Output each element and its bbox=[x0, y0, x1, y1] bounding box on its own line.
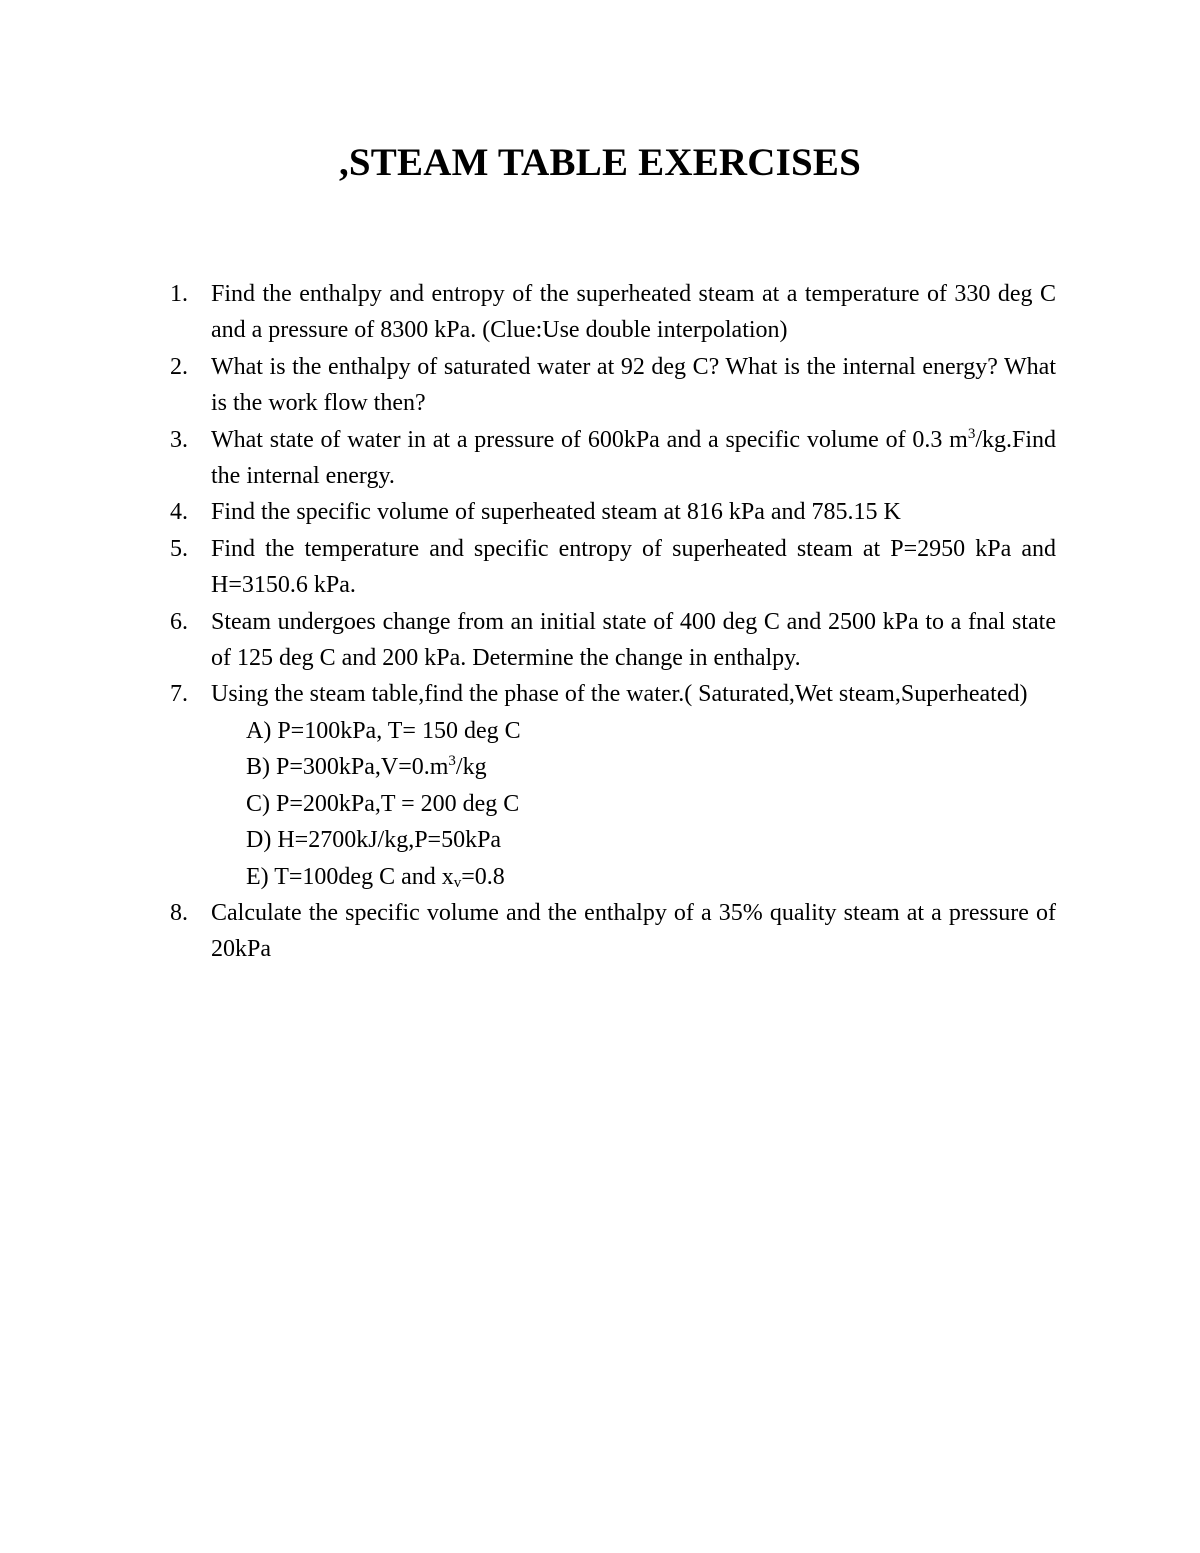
exercise-list bbox=[170, 276, 1056, 968]
subitem-c: C) P=200kPa,T = 200 deg C bbox=[246, 790, 520, 817]
exercise-text: What is the enthalpy of saturated water at 92 deg C? What is the internal energy? What is the work flow then? bbox=[211, 353, 1056, 417]
exercise-number: 7. bbox=[170, 681, 188, 708]
exercise-item-2 bbox=[170, 349, 1056, 422]
superscript: 3 bbox=[448, 753, 456, 770]
exercise-item-5 bbox=[170, 531, 1056, 604]
exercise-item-8 bbox=[170, 895, 1056, 968]
exercise-text: Steam undergoes change from an initial state of 400 deg C and 2500 kPa to a fnal state of 125 deg C and 200 kPa. Determine the change in enthalpy. bbox=[211, 608, 1056, 672]
exercise-text: Calculate the specific volume and the enthalpy of a 35% quality steam at a pressure of 20kPa bbox=[211, 899, 1056, 963]
exercise-text: Using the steam table,find the phase of the water.( Saturated,Wet steam,Superheated) bbox=[211, 681, 1028, 708]
page-title: ,STEAM TABLE EXERCISES bbox=[338, 141, 862, 184]
exercise-number: 6. bbox=[170, 608, 188, 635]
exercise-number: 4. bbox=[170, 499, 188, 526]
subitem-e bbox=[170, 859, 1056, 895]
exercise-text: Find the specific volume of superheated steam at 816 kPa and 785.15 K bbox=[211, 499, 901, 526]
subitem-d: D) H=2700kJ/kg,P=50kPa bbox=[246, 827, 502, 854]
subitem-a: A) P=100kPa, T= 150 deg C bbox=[246, 717, 521, 744]
subitem-b bbox=[170, 749, 1056, 785]
exercise-number: 2. bbox=[170, 353, 188, 380]
exercise-text: Find the temperature and specific entropy of superheated steam at P=2950 kPa and H=3150.6 kPa. bbox=[211, 535, 1056, 599]
exercise-item-3 bbox=[170, 422, 1056, 495]
subscript: v bbox=[453, 874, 462, 891]
exercise-number: 1. bbox=[170, 281, 188, 307]
subitem-text-part: /kg bbox=[455, 754, 487, 781]
exercise-text-part: /kg.Find the internal energy. bbox=[211, 426, 1056, 490]
exercise-item-1 bbox=[170, 276, 1056, 349]
exercise-item-6 bbox=[170, 604, 1056, 677]
exercise-item-4 bbox=[170, 494, 1056, 530]
exercise-text bbox=[211, 427, 1056, 489]
exercise-text-part: What state of water in at a pressure of 600kPa and a specific volume of 0.3 m bbox=[211, 426, 968, 453]
subitem-text-part: =0.8 bbox=[461, 863, 505, 890]
exercise-number: 5. bbox=[170, 535, 188, 562]
superscript: 3 bbox=[967, 425, 976, 442]
subitem-text-part: E) T=100deg C and x bbox=[246, 863, 454, 890]
exercise-text: Find the enthalpy and entropy of the superheated steam at a temperature of 330 deg C and a pressure of 8300 kPa. (Clue:Use double interpolation) bbox=[211, 281, 1056, 344]
exercise-number: 8. bbox=[170, 899, 188, 926]
exercise-number: 3. bbox=[170, 426, 188, 453]
subitem-text-part: B) P=300kPa,V=0.m bbox=[246, 754, 449, 781]
exercise-item-7 bbox=[170, 676, 1056, 712]
